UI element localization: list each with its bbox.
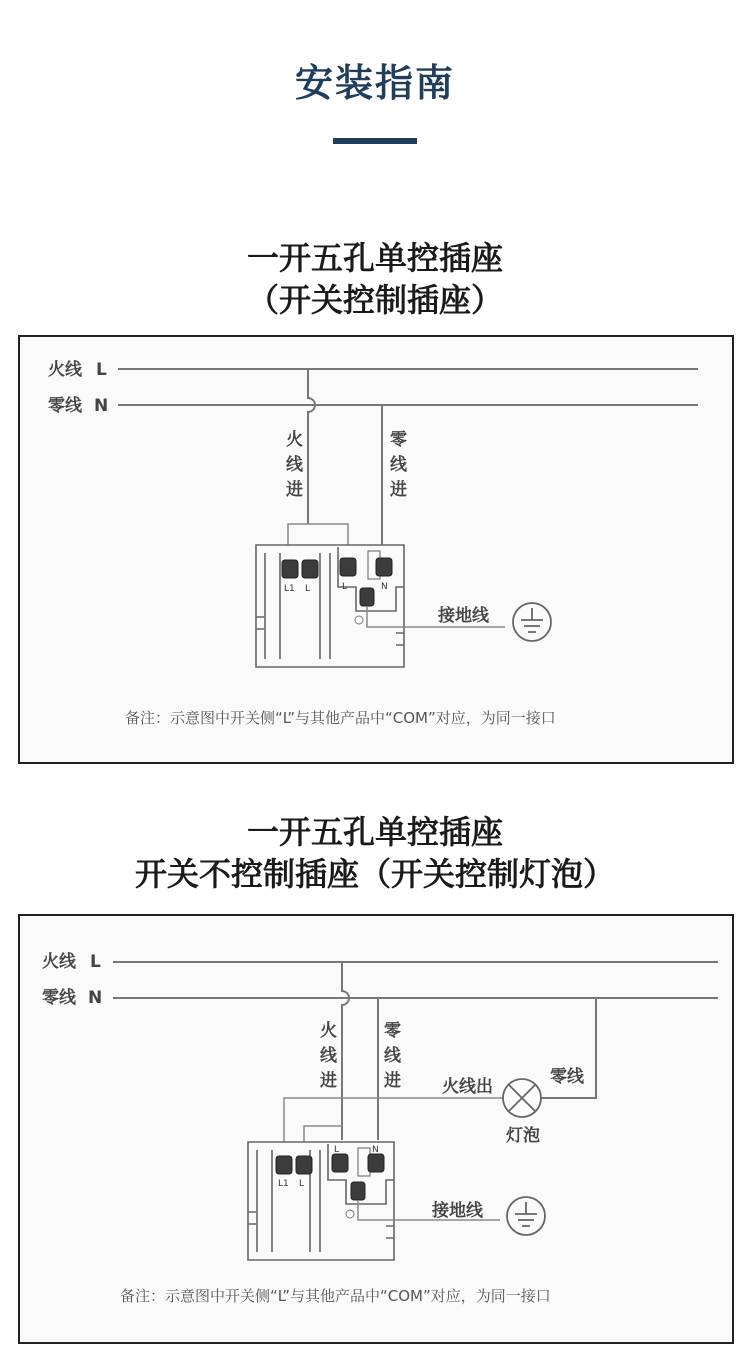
neutral-in-char-2: 线 [390,455,407,475]
live-in-char-1: 火 [320,1021,337,1041]
terminal-l-switch [296,1156,312,1174]
neutral-in-char-3: 进 [390,480,407,500]
live-out-label: 火线出 [442,1077,493,1097]
live-out-wire [284,1098,504,1142]
neutral-wire-label: 零线 [42,988,76,1008]
terminal-n [368,1154,384,1172]
socket-module [248,1142,394,1260]
neutral-in-char-1: 零 [390,430,407,450]
bulb-label: 灯泡 [506,1126,540,1146]
switch-bridge-wire [304,1126,342,1142]
terminal-label-l1: L1 [284,584,295,594]
terminal-l1 [282,560,298,578]
live-in-char-1: 火 [286,430,303,450]
ground-icon [513,603,551,641]
terminal-label-l1: L1 [278,1179,289,1189]
terminal-label-l-socket: L [342,582,348,592]
neutral-wire-label: 零线 [48,396,82,416]
neutral-to-bulb-label: 零线 [550,1067,584,1087]
live-in-wire [342,962,349,1140]
wiring-diagram-1 [18,335,734,764]
bulb-icon [503,1079,541,1117]
terminal-l-socket [332,1154,348,1172]
socket-module [256,545,404,667]
terminal-l-switch [302,560,318,578]
section1-title: 一开五孔单控插座 [246,239,503,277]
neutral-wire-letter: N [94,396,109,416]
terminal-ground [351,1182,365,1200]
live-in-wire [308,369,315,524]
diagram-note: 备注：示意图中开关侧“L”与其他产品中“COM”对应，为同一接口 [120,1287,551,1305]
terminal-l-socket [340,558,356,576]
terminal-label-l-switch: L [299,1179,305,1189]
live-wire-letter: L [90,952,101,972]
neutral-in-char-1: 零 [384,1021,401,1041]
terminal-label-l-switch: L [305,584,311,594]
neutral-in-char-3: 进 [384,1071,401,1091]
section1-subtitle: （开关控制插座） [246,281,503,319]
live-wire-letter: L [96,360,107,380]
neutral-in-char-2: 线 [384,1046,401,1066]
ground-label: 接地线 [438,606,489,626]
live-in-char-3: 进 [286,480,303,500]
terminal-n [376,558,392,576]
page-title: 安装指南 [294,61,455,105]
live-in-char-3: 进 [320,1071,337,1091]
ground-label: 接地线 [432,1201,483,1221]
live-in-char-2: 线 [286,455,303,475]
wiring-diagram-2-svg [20,916,736,1346]
terminal-label-n: N [381,582,388,592]
wiring-diagram-2 [18,914,734,1344]
title-underline [333,138,417,144]
terminal-ground [360,588,374,606]
neutral-wire-letter: N [88,988,103,1008]
section2-title: 一开五孔单控插座 [246,813,503,851]
live-wire-label: 火线 [48,360,82,380]
wiring-diagram-1-svg [20,337,736,766]
ground-icon [507,1197,545,1235]
live-in-char-2: 线 [320,1046,337,1066]
live-wire-label: 火线 [42,952,76,972]
switch-bridge-wire [288,524,348,545]
terminal-label-l-socket: L [334,1145,340,1155]
diagram-note: 备注：示意图中开关侧“L”与其他产品中“COM”对应，为同一接口 [125,709,556,727]
terminal-l1 [276,1156,292,1174]
terminal-label-n: N [372,1145,379,1155]
section2-subtitle: 开关不控制插座（开关控制灯泡） [134,855,615,893]
